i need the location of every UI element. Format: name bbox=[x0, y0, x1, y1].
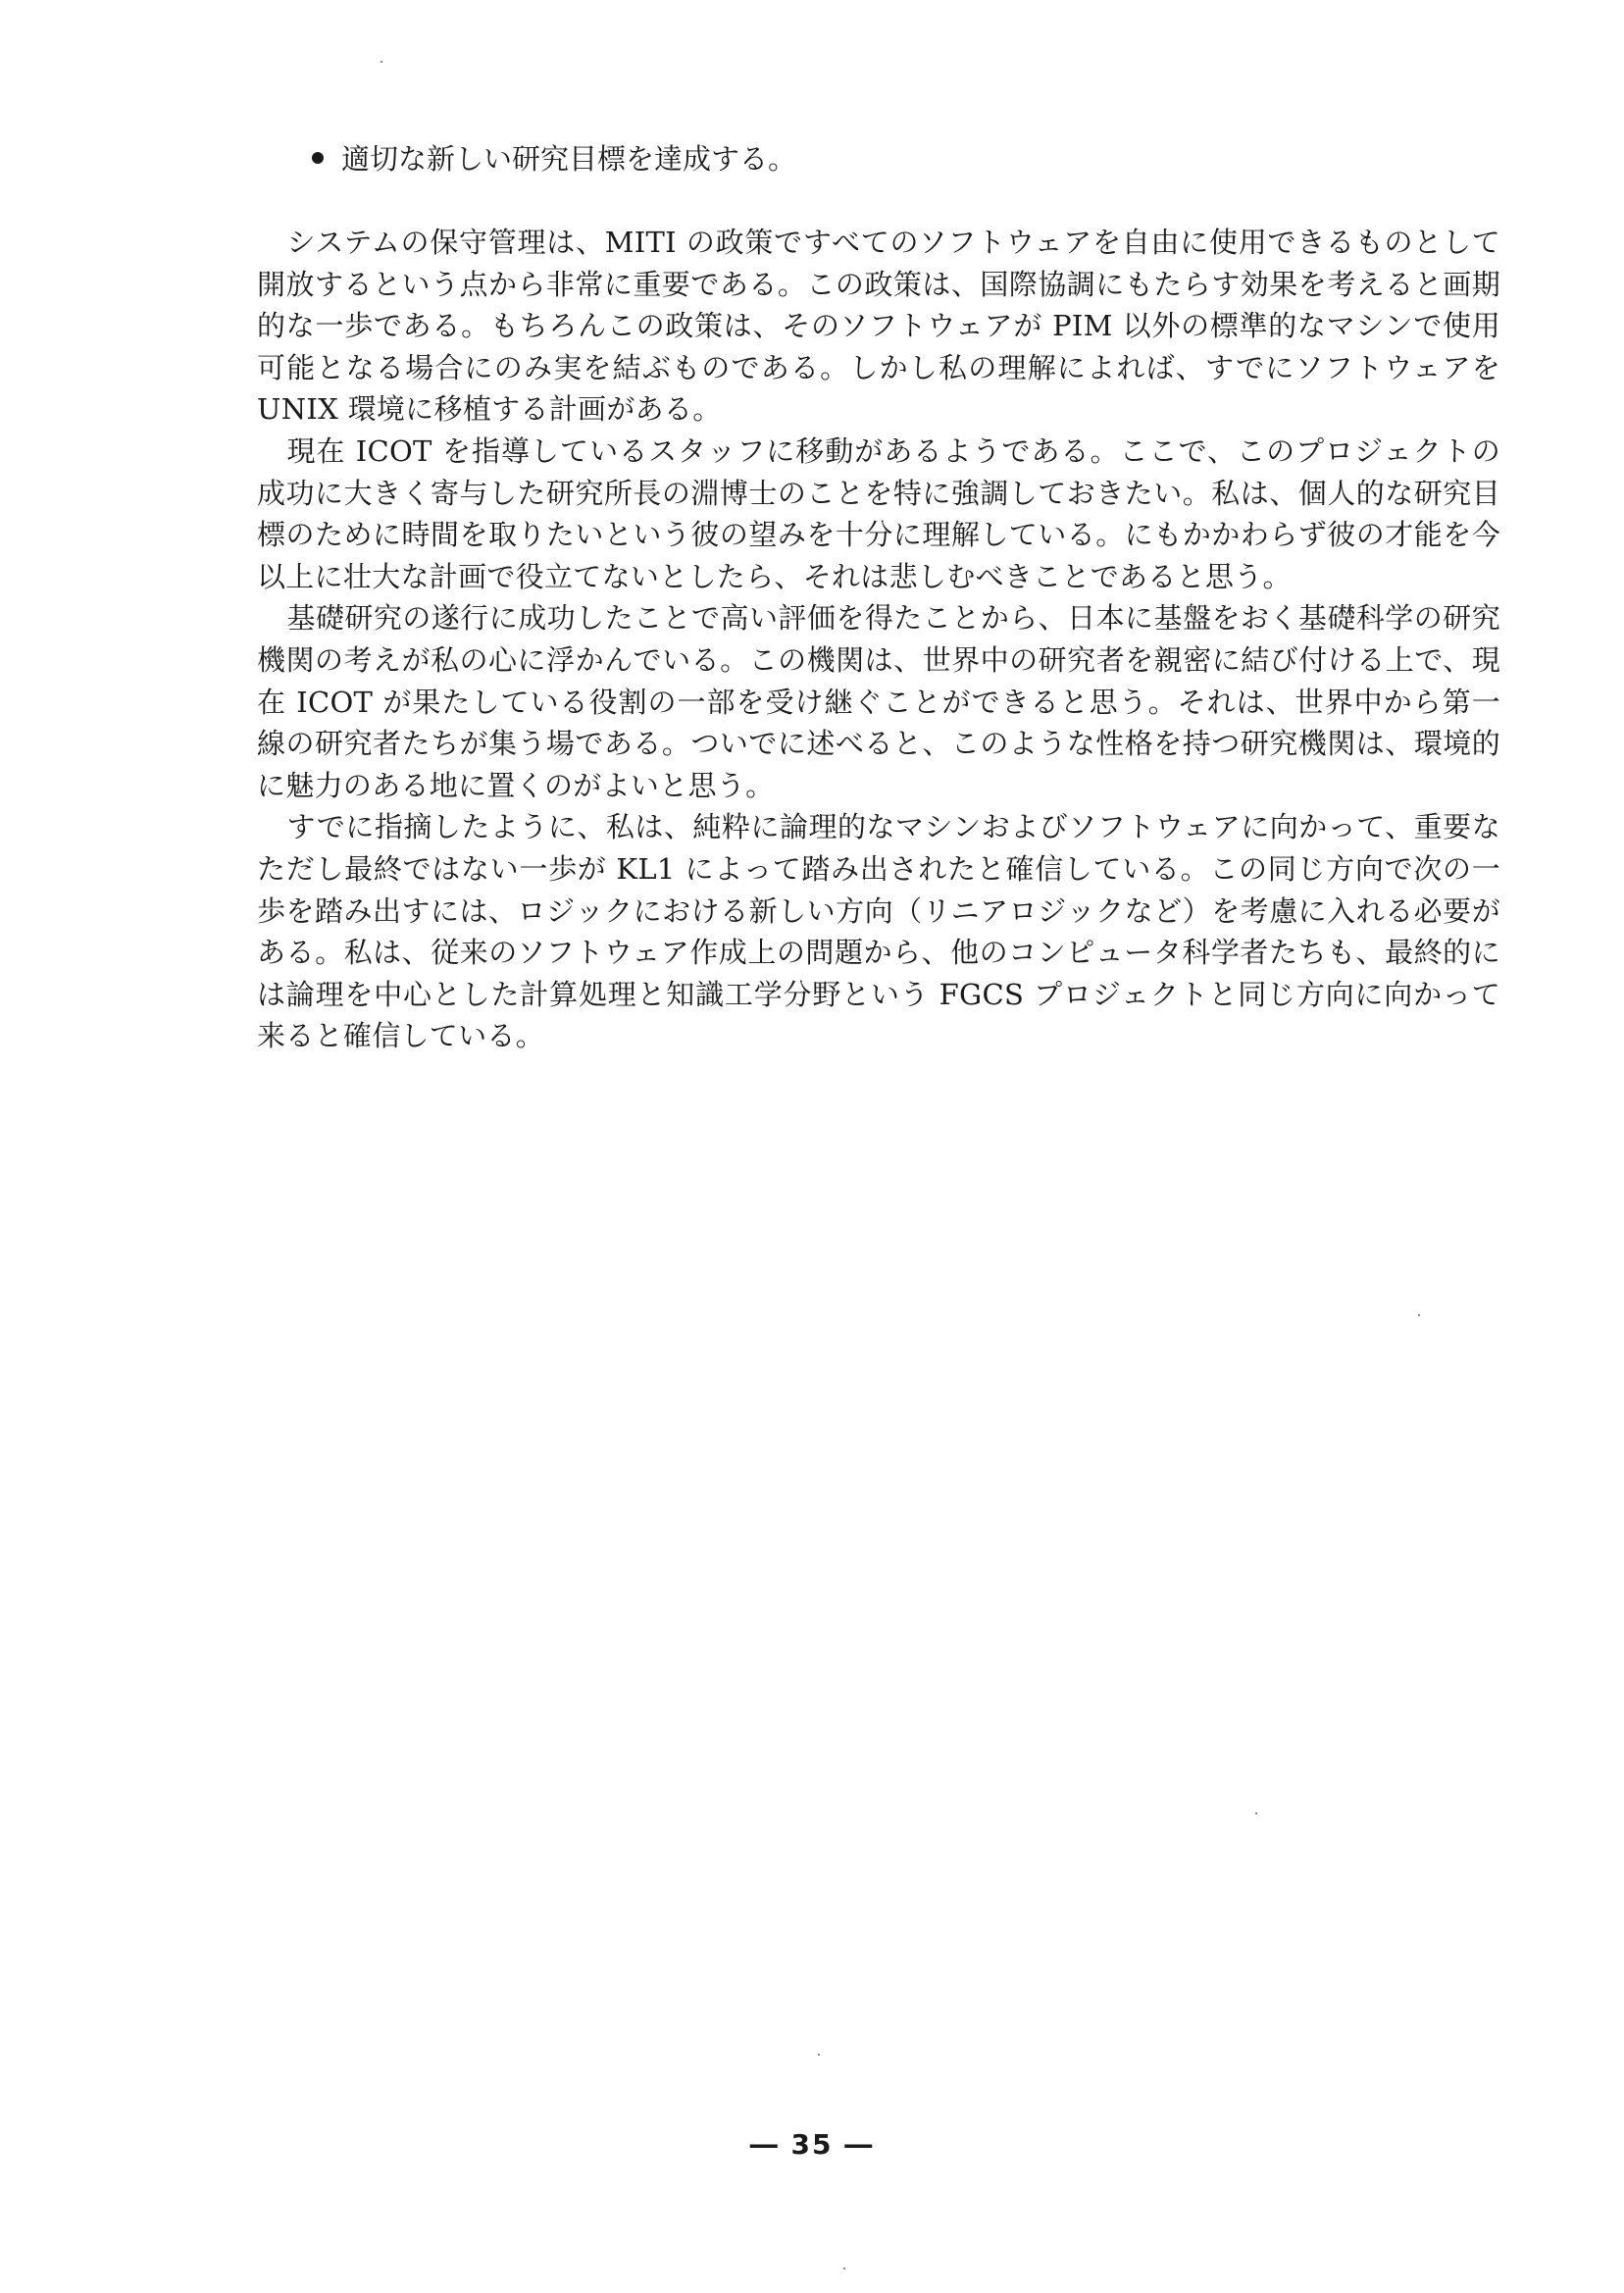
scan-speck bbox=[843, 2268, 845, 2269]
scan-speck bbox=[1418, 1314, 1420, 1316]
paragraph-kl1-logic: すでに指摘したように、私は、純粋に論理的なマシンおよびソフトウェアに向かって、重要なただし最終ではない一歩が KL1 によって踏み出されたと確信している。この同じ方向で次の一歩を踏み出すには、ロジックにおける新しい方向（リニアロジックなど）を考慮に入れる必要がある。私は、従来のソフトウェア作成上の問題から、他のコンピュータ科学者たちも、最終的には論理を中心とした計算処理と知識工学分野という FGCS プロジェクトと同じ方向に向かって来ると確信している。 bbox=[257, 810, 1500, 1053]
body-text bbox=[257, 222, 1500, 1057]
scan-speck bbox=[818, 2054, 820, 2056]
scan-speck bbox=[381, 61, 382, 63]
paragraph-icot-staff: 現在 ICOT を指導しているスタッフに移動があるようである。ここで、このプロジェクトの成功に大きく寄与した研究所長の淵博士のことを特に強調しておきたい。私は、個人的な研究目標のために時間を取りたいという彼の望みを十分に理解している。にもかかわらず彼の才能を今以上に壮大な計画で役立てないとしたら、それは悲しむべきことであると思う。 bbox=[257, 433, 1500, 593]
bullet-dot-icon bbox=[312, 152, 324, 164]
paragraph-system-maintenance: システムの保守管理は、MITI の政策ですべてのソフトウェアを自由に使用できるものとして開放するという点から非常に重要である。この政策は、国際協調にもたらす効果を考えると画期的な一歩である。もちろんこの政策は、そのソフトウェアが PIM 以外の標準的なマシンで使用可能となる場合にのみ実を結ぶものである。しかし私の理解によれば、すでにソフトウェアを UNIX 環境に移植する計画がある。 bbox=[257, 226, 1500, 427]
bullet-text: 適切な新しい研究目標を達成する。 bbox=[341, 142, 797, 176]
paragraph-research-institute: 基礎研究の遂行に成功したことで高い評価を得たことから、日本に基盤をおく基礎科学の研究機関の考えが私の心に浮かんでいる。この機関は、世界中の研究者を親密に結び付ける上で、現在 ICOT が果たしている役割の一部を受け継ぐことができると思う。それは、世界中から第一線の研究者たちが集う場である。ついでに述べると、このような性格を持つ研究機関は、環境的に魅力のある地に置くのがよいと思う。 bbox=[257, 601, 1500, 802]
scan-speck bbox=[1255, 1812, 1257, 1814]
page-number: ― 35 ― bbox=[749, 2128, 875, 2161]
bullet-item bbox=[312, 137, 796, 180]
